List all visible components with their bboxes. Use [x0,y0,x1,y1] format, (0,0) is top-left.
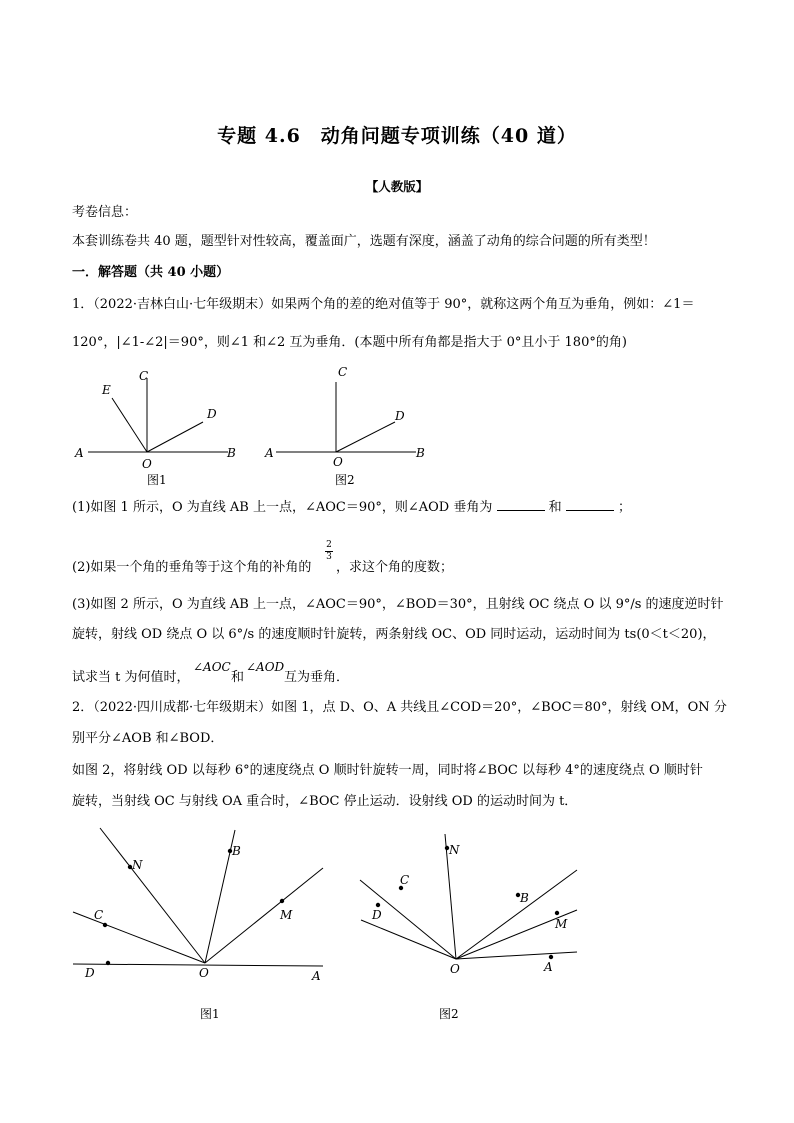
label-a: A [75,446,84,460]
q1-part2-a: (2)如果一个角的垂角等于这个角的补角的 [72,560,312,575]
label-o: O [142,457,152,471]
figure-caption: 图2 [439,1007,459,1021]
label-b: B [416,446,425,460]
ray-om [205,868,323,963]
fraction-denominator: 3 [326,552,332,562]
label-e: E [102,383,111,397]
q1-figure-2 [262,360,437,490]
q1-line1: 1．（2022·吉林白山·七年级期末）如果两个角的差的绝对值等于 90°，就称这两个角互为垂角，例如：∠1＝ [72,297,695,312]
label-a: A [265,446,274,460]
q1-part3-line1: (3)如图 2 所示，O 为直线 AB 上一点，∠AOC＝90°，∠BOD＝30°，且射线 OC 绕点 O 以 9°/s 的速度逆时针 [72,597,724,612]
label-d: D [207,407,217,421]
exam-info-text: 本套训练卷共 40 题，题型针对性较高，覆盖面广，选题有深度，涵盖了动角的综合问题的所有类型！ [72,234,656,249]
point-c [103,923,107,927]
label-b: B [227,446,236,460]
q2-line4: 旋转，当射线 OC 与射线 OA 重合时，∠BOC 停止运动．设射线 OD 的运动时间为 t． [72,794,578,809]
q2-line3: 如图 2，将射线 OD 以每秒 6°的速度绕点 O 顺时针旋转一周，同时将∠BOC 以每秒 4°的速度绕点 O 顺时针 [72,763,703,778]
label-d: D [395,409,405,423]
label-o: O [199,966,209,980]
angle-aoc: ∠AOC [193,660,231,674]
label-a: A [544,960,553,974]
ray-od [336,422,395,452]
ray-ob [456,870,577,959]
angle-aod: ∠AOD [246,660,285,674]
q1-figure-1 [70,360,245,490]
figure-caption: 图1 [200,1007,220,1021]
part1-and: 和 [548,500,562,515]
edition-label: 【人教版】 [365,179,429,194]
label-o: O [450,962,460,976]
label-m: M [555,917,568,931]
q1-part2-b: ，求这个角的度数； [336,560,454,575]
exam-info-label: 考卷信息： [72,205,138,220]
point-m [280,899,284,903]
q1-part3-line3a: 试求当 t 为何值时， [72,670,190,685]
q2-line1: 2．（2022·四川成都·七年级期末）如图 1，点 D、O、A 共线且∠COD＝20°，∠BOC＝80°，射线 OM，ON 分 [72,700,727,715]
ray-od [361,920,456,959]
label-a: A [312,969,321,983]
point-m [555,911,559,915]
figure-caption: 图1 [147,473,167,487]
label-o: O [333,455,343,469]
label-n: N [132,858,143,872]
q1-part3-and: 和 [231,670,245,685]
part1-end: ； [617,500,631,515]
point-d [376,903,380,907]
label-c: C [139,369,149,383]
figure-caption: 图2 [335,473,355,487]
label-c: C [400,873,410,887]
ray-oe [112,398,147,452]
q2-figure-2 [355,820,595,1035]
q1-part3-line2: 旋转，射线 OD 绕点 O 以 6°/s 的速度顺时针旋转，两条射线 OC、OD 同时运动，运动时间为 ts(0＜t＜20)， [72,627,716,642]
label-c: C [338,365,348,379]
ray-oa [456,952,577,959]
fraction-numerator: 2 [326,540,332,550]
point-d [106,961,110,965]
label-c: C [94,908,104,922]
line-da [73,964,323,966]
label-n: N [449,843,460,857]
point-a [549,955,553,959]
ray-od [147,422,203,452]
q2-figure-1 [65,820,345,1035]
label-d: D [372,908,382,922]
q1-part3-line3b: 互为垂角． [284,670,350,685]
part1-text: (1)如图 1 所示，O 为直线 AB 上一点，∠AOC＝90°，则∠AOD 垂角为 [72,500,493,515]
q1-part1 [72,498,631,516]
answer-blank-1[interactable] [497,498,545,511]
section-heading: 一．解答题（共 40 小题） [72,265,230,280]
answer-blank-2[interactable] [566,498,614,511]
page-title: 专题 4.6 动角问题专项训练（40 道） [217,125,577,147]
label-b: B [520,891,529,905]
label-m: M [280,908,293,922]
q1-line2: 120°，|∠1-∠2|＝90°，则∠1 和∠2 互为垂角．(本题中所有角都是指大于 0°且小于 180°的角) [72,335,627,350]
label-d: D [85,966,95,980]
q2-line2: 别平分∠AOB 和∠BOD． [72,731,224,746]
label-b: B [232,844,241,858]
fraction [325,541,333,562]
